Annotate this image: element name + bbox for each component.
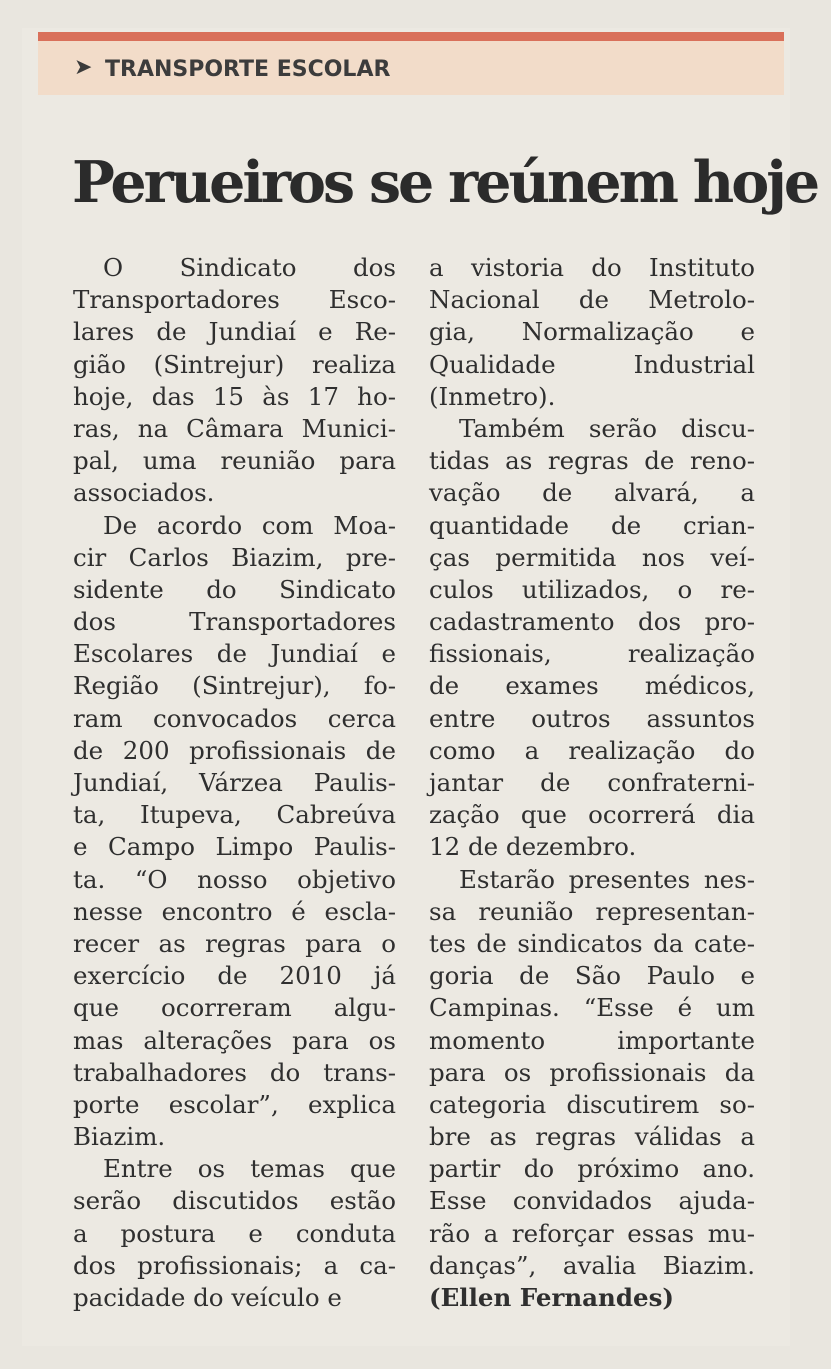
- article-line: Nacional de Metrolo-: [429, 285, 755, 315]
- article-line: dos Transportadores: [73, 607, 396, 637]
- section-header: [38, 41, 784, 95]
- article-line: Campinas. “Esse é um: [429, 993, 755, 1023]
- article-line: associados.: [73, 478, 215, 508]
- article-line: gia, Normalização e: [429, 317, 755, 347]
- article-line: bre as regras válidas a: [429, 1122, 755, 1152]
- section-color-bar: [38, 32, 784, 41]
- byline: (Ellen Fernandes): [429, 1283, 674, 1312]
- article-line: mas alterações para os: [73, 1025, 396, 1055]
- section-label: TRANSPORTE ESCOLAR: [105, 57, 391, 82]
- article-column-right: [429, 252, 755, 1314]
- article-line: Esse convidados ajuda-: [429, 1186, 755, 1216]
- article-line: (Inmetro).: [429, 381, 556, 411]
- article-line: porte escolar”, explica: [73, 1089, 396, 1119]
- article-line: vação de alvará, a: [429, 478, 755, 508]
- article-line: Também serão discu-: [459, 413, 755, 443]
- article-line: sa reunião representan-: [429, 896, 755, 926]
- article-line: O Sindicato dos: [103, 253, 396, 282]
- article-line: ras, na Câmara Munici-: [73, 413, 396, 443]
- article-line: ta. “O nosso objetivo: [73, 864, 396, 894]
- article-line: danças”, avalia Biazim.: [429, 1250, 755, 1280]
- article-line: partir do próximo ano.: [429, 1154, 755, 1184]
- article-line: tes de sindicatos da cate-: [429, 928, 755, 958]
- arrow-right-icon: ➤: [74, 55, 93, 80]
- article-line: zação que ocorrerá dia: [429, 800, 755, 830]
- article-line: e Campo Limpo Paulis-: [73, 832, 396, 862]
- article-line: jantar de confraterni-: [429, 768, 755, 797]
- article-line: ram convocados cerca: [73, 703, 396, 733]
- article-line: lares de Jundiaí e Re-: [73, 317, 396, 347]
- article-line: quantidade de crian-: [429, 510, 755, 540]
- article-line: entre outros assuntos: [429, 703, 755, 733]
- article-column-left: [73, 252, 396, 1314]
- article-line: categoria discutirem so-: [429, 1089, 755, 1119]
- article-line: ta, Itupeva, Cabreúva: [73, 800, 396, 830]
- article-line: rão a reforçar essas mu-: [429, 1218, 755, 1248]
- article-line: de 200 profissionais de: [73, 735, 396, 765]
- article-line: como a realização do: [429, 735, 755, 765]
- article-line: Estarão presentes nes-: [459, 864, 755, 894]
- article-line: Transportadores Esco-: [73, 285, 396, 315]
- article-line: dos profissionais; a ca-: [73, 1250, 396, 1280]
- article-line: pal, uma reunião para: [73, 446, 396, 476]
- article-line: De acordo com Moa-: [103, 510, 396, 540]
- article-line: a postura e conduta: [73, 1218, 396, 1248]
- article-line: nesse encontro é escla-: [73, 896, 396, 926]
- article-line: Entre os temas que: [103, 1154, 396, 1184]
- article-line: sidente do Sindicato: [73, 574, 396, 604]
- article-line: hoje, das 15 às 17 ho-: [73, 381, 396, 411]
- article-line: que ocorreram algu-: [73, 993, 396, 1023]
- article-line: Biazim.: [73, 1122, 166, 1152]
- article-line: tidas as regras de reno-: [429, 446, 755, 476]
- article-line: serão discutidos estão: [73, 1186, 396, 1216]
- article-line: de exames médicos,: [429, 671, 755, 701]
- article-line: trabalhadores do trans-: [73, 1057, 396, 1087]
- article-line: ças permitida nos veí-: [429, 542, 755, 572]
- article-line: momento importante: [429, 1025, 755, 1055]
- article-line: Qualidade Industrial: [429, 349, 755, 379]
- article-line: a vistoria do Instituto: [429, 253, 755, 282]
- headline: Perueiros se reúnem hoje: [72, 149, 818, 216]
- article-line: para os profissionais da: [429, 1057, 755, 1087]
- article-line: recer as regras para o: [73, 928, 396, 958]
- article-line: cadastramento dos pro-: [429, 607, 755, 637]
- article-line: fissionais, realização: [429, 639, 755, 669]
- article-line: goria de São Paulo e: [429, 961, 755, 991]
- article-line: Região (Sintrejur), fo-: [73, 671, 396, 701]
- article-line: pacidade do veículo e: [73, 1283, 342, 1312]
- article-line: 12 de dezembro.: [429, 832, 637, 862]
- article-line: culos utilizados, o re-: [429, 574, 755, 604]
- article-line: gião (Sintrejur) realiza: [73, 349, 396, 379]
- article-line: exercício de 2010 já: [73, 961, 396, 991]
- article-line: Escolares de Jundiaí e: [73, 639, 396, 669]
- article-line: cir Carlos Biazim, pre-: [73, 542, 396, 572]
- article-line: Jundiaí, Várzea Paulis-: [73, 768, 396, 797]
